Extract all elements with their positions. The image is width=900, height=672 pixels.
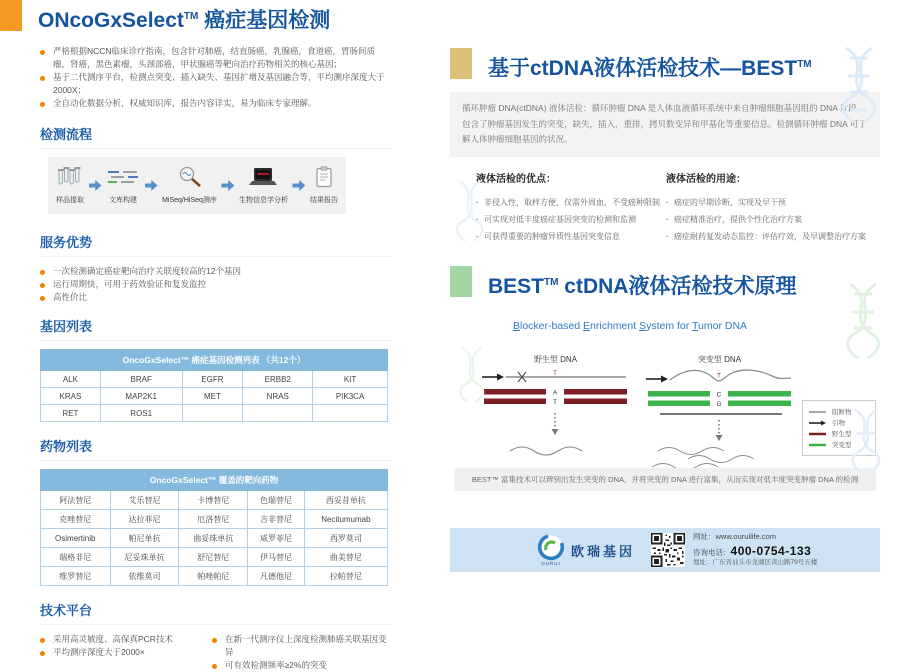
flow-step-label: 生物信息学分析 [238, 197, 288, 204]
flow-step-label: 结果报告 [309, 197, 338, 204]
footer-bar [450, 528, 880, 572]
drug-cell: 依维莫司 [110, 567, 179, 586]
contact-block [693, 532, 817, 567]
gene-cell: ERBB2 [243, 371, 313, 388]
address-line: 地址：广东省汕头市龙湖区黄山路79号五楼 [693, 558, 818, 566]
best-note-bar: BEST™ 富集技术可以辨别出发生突变的 DNA，并将突变的 DNA 进行富集，从而实现对低丰度突变肿瘤 DNA 的检测 [454, 468, 876, 491]
right-column [450, 48, 880, 608]
drug-cell: Necitumumab [304, 510, 387, 529]
pros-item: · 非侵入性，取样方便，仅需外周血，不受癌种限制 [476, 194, 666, 211]
gold-accent-square [450, 48, 472, 79]
intro-bullet-list [40, 45, 392, 110]
flow-step-label: 样品提取 [56, 197, 84, 204]
platform-item: 采用高灵敏度、高保真PCR技术 [40, 633, 212, 646]
intro-bullet: 全自动化数据分析，权威知识库，报告内容详实，易为临床专家理解。 [40, 97, 392, 110]
company-logo-icon [538, 534, 564, 560]
legend-label: 引物 [832, 420, 845, 427]
drug-cell: 曲妥珠单抗 [179, 529, 248, 548]
drug-cell: 色瑞替尼 [248, 491, 305, 510]
gene-cell [182, 405, 243, 422]
drug-cell: 曲美替尼 [304, 548, 387, 567]
diagram-legend [802, 400, 876, 456]
arrow-right-icon [292, 180, 305, 191]
pros-item: · 可实现对低丰度癌症基因突变的检测和监测 [476, 211, 666, 228]
flow-step-bioinformatics [239, 166, 288, 205]
drug-cell: 伊马替尼 [248, 548, 305, 567]
drug-cell: 舒尼替尼 [179, 548, 248, 567]
page-title: ONcoGxSelect™ 癌症基因检测 [38, 9, 331, 32]
sample-tubes-icon [56, 166, 84, 193]
section-heading-process: 检测流程 [40, 124, 392, 149]
intro-bullet: 基于二代测序平台，检测点突变、插入缺失、基因扩增及基因融合等，平均测序深度大于2000X； [40, 71, 392, 97]
svg-text:T: T [553, 399, 557, 406]
best-title-row [450, 48, 880, 82]
platform-item: 可有效检测频率≥2%的突变 [212, 659, 392, 672]
gene-cell [243, 405, 313, 422]
principle-section-title: BEST™ ctDNA液体活检技术原理 [488, 275, 797, 298]
gene-cell: ALK [41, 371, 101, 388]
uses-item: · 癌症耐药复发动态监控：评估疗效，及早调整治疗方案 [666, 228, 856, 245]
uses-heading: 液体活检的用途： [666, 174, 746, 185]
svg-text:A: A [552, 389, 558, 397]
logo-subtext: OURUI [541, 561, 561, 566]
svg-text:T: T [553, 371, 557, 377]
left-title-row [0, 0, 420, 34]
drug-cell: 克唑替尼 [41, 510, 111, 529]
gene-cell: KRAS [41, 388, 101, 405]
flow-step-report [310, 166, 338, 205]
mutant-line-icon [808, 442, 828, 448]
gene-cell [313, 405, 388, 422]
mutant-dna-group [642, 354, 797, 484]
best-acronym-subtitle: Blocker-based Enrichment System for Tumor DNA [512, 320, 748, 332]
advantages-list [40, 265, 392, 304]
drug-cell: 威罗菲尼 [248, 529, 305, 548]
svg-text:T: T [717, 373, 721, 380]
table-row [41, 371, 388, 388]
drug-cell: 西妥昔单抗 [304, 491, 387, 510]
liquid-biopsy-pros [476, 170, 666, 245]
table-row [41, 529, 388, 548]
legend-label: 野生型 [832, 431, 852, 438]
gene-cell: ROS1 [100, 405, 182, 422]
wildtype-graphic [478, 367, 633, 465]
drug-cell: 凡德他尼 [248, 567, 305, 586]
legend-row-primer [808, 418, 870, 427]
qr-code [651, 533, 685, 567]
magnifier-icon [175, 166, 203, 193]
drug-cell: 厄洛替尼 [179, 510, 248, 529]
svg-text:G: G [716, 401, 722, 408]
drug-cell: 吉非替尼 [248, 510, 305, 529]
best-principle-diagram [450, 348, 880, 470]
drug-cell: Osimertinib [41, 529, 111, 548]
best-section-title: 基于ctDNA液体活检技术—BEST™ [488, 57, 812, 80]
drug-table-title: OncoGxSelect™ 覆盖的靶向药物 [41, 470, 388, 491]
gene-cell: BRAF [100, 371, 182, 388]
orange-accent-square [0, 0, 22, 31]
legend-label: 突变型 [832, 442, 852, 449]
drug-cell: 拉帕替尼 [304, 567, 387, 586]
wildtype-line-icon [808, 431, 828, 437]
pros-item: · 可获得重要的肿瘤异质性基因突变信息 [476, 228, 666, 245]
principle-title-row [450, 266, 796, 300]
mutant-label: 突变型 DNA [697, 355, 742, 364]
section-heading-genes: 基因列表 [40, 316, 392, 341]
table-row [41, 388, 388, 405]
legend-label: 阻断物 [832, 409, 852, 416]
drug-cell: 帕唑帕尼 [179, 567, 248, 586]
drug-table [40, 469, 388, 586]
flow-step-label: MiSeq/HiSeq测序 [162, 197, 217, 204]
svg-text:C: C [716, 391, 722, 399]
flow-step-label: 文库构建 [109, 197, 138, 204]
library-fragments-icon [106, 166, 140, 193]
drug-cell: 尼妥珠单抗 [110, 548, 179, 567]
drug-cell: 西罗莫司 [304, 529, 387, 548]
drug-cell: 艾乐替尼 [110, 491, 179, 510]
gene-cell: EGFR [182, 371, 243, 388]
primer-arrow-icon [808, 420, 828, 426]
gene-cell: NRAS [243, 388, 313, 405]
platform-bullets [40, 633, 392, 672]
gene-cell: KIT [313, 371, 388, 388]
flow-step-sample [56, 166, 84, 205]
process-flow-diagram [48, 157, 346, 214]
section-heading-drugs: 药物列表 [40, 436, 392, 461]
platform-item: 平均测序深度大于2000× [40, 646, 212, 659]
green-accent-square [450, 266, 472, 297]
section-heading-advantages: 服务优势 [40, 232, 392, 257]
table-row [41, 548, 388, 567]
uses-item: · 癌症的早期诊断，实现及早干预 [666, 194, 856, 211]
wildtype-label: 野生型 DNA [533, 355, 578, 364]
gene-cell: PIK3CA [313, 388, 388, 405]
phone-line: 咨询电话：400-0754-133 [693, 543, 812, 558]
arrow-right-icon [221, 180, 234, 191]
intro-bullet: 严格根据NCCN临床诊疗指南，包含针对肺癌，结直肠癌，乳腺癌，食道癌，胃肠间质瘤，肾癌，黑色素瘤，头颈部癌，甲状腺癌等靶向治疗药物相关的核心基因； [40, 45, 392, 71]
liquid-biopsy-uses [666, 170, 866, 245]
address-text: 广东省汕头市龙湖区黄山路79号五楼 [712, 558, 818, 566]
legend-row-blocker [808, 407, 870, 416]
table-row [41, 405, 388, 422]
drug-cell: 阿法替尼 [41, 491, 111, 510]
phone-number: 400-0754-133 [730, 543, 812, 558]
gene-cell: MAP2K1 [100, 388, 182, 405]
flow-step-library [106, 166, 140, 205]
wildtype-dna-group [478, 354, 633, 470]
ctdna-intro-box: 循环肿瘤 DNA(ctDNA) 液体活检：循环肿瘤 DNA 是人体血液循环系统中来自肿瘤细胞基因组的 DNA 片段，包含了肿瘤基因发生的突变，缺失，插入，重排，拷贝数变异和甲基化等重要信息。检测循环肿瘤 DNA 可了解人体肿瘤细胞基因的状况。 [450, 92, 880, 157]
table-row [41, 491, 388, 510]
gene-cell: MET [182, 388, 243, 405]
platform-right-list [212, 633, 392, 672]
flow-step-sequencing [162, 166, 217, 205]
advantage-item: 一次检测确定癌症靶向治疗关联度较高的12个基因 [40, 265, 392, 278]
arrow-right-icon [89, 180, 102, 191]
drug-cell: 卡博替尼 [179, 491, 248, 510]
website-line: 网址：www.ouruilife.com [693, 532, 776, 542]
drug-cell: 瑞格非尼 [41, 548, 111, 567]
arrow-right-icon [145, 180, 158, 191]
company-name: 欧瑞基因 [571, 543, 636, 559]
legend-row-mutant [808, 440, 870, 449]
platform-left-list [40, 633, 212, 672]
mutant-graphic [642, 367, 797, 479]
left-column [0, 0, 420, 672]
company-logo [538, 534, 564, 566]
gene-table-title: OncoGxSelect™ 癌症基因检测列表 （共12个） [41, 350, 388, 371]
platform-item: 在新一代测序仪上深度检测肺癌关联基因变异 [212, 633, 392, 659]
gene-cell: RET [41, 405, 101, 422]
website-url: www.ouruilife.com [715, 532, 776, 542]
table-row [41, 567, 388, 586]
gene-table [40, 349, 388, 422]
advantage-item: 高性价比 [40, 291, 392, 304]
table-row [41, 510, 388, 529]
report-clipboard-icon [313, 166, 335, 193]
section-heading-platform: 技术平台 [40, 600, 392, 625]
pros-heading: 液体活检的优点： [476, 174, 556, 185]
drug-cell: 维罗替尼 [41, 567, 111, 586]
legend-row-wildtype [808, 429, 870, 438]
uses-item: · 癌症精准治疗，提供个性化治疗方案 [666, 211, 856, 228]
drug-cell: 帕尼单抗 [110, 529, 179, 548]
advantage-item: 运行周期快，可用于药效验证和复发监控 [40, 278, 392, 291]
drug-cell: 达拉菲尼 [110, 510, 179, 529]
laptop-icon [248, 166, 278, 193]
blocker-line-icon [808, 409, 828, 415]
